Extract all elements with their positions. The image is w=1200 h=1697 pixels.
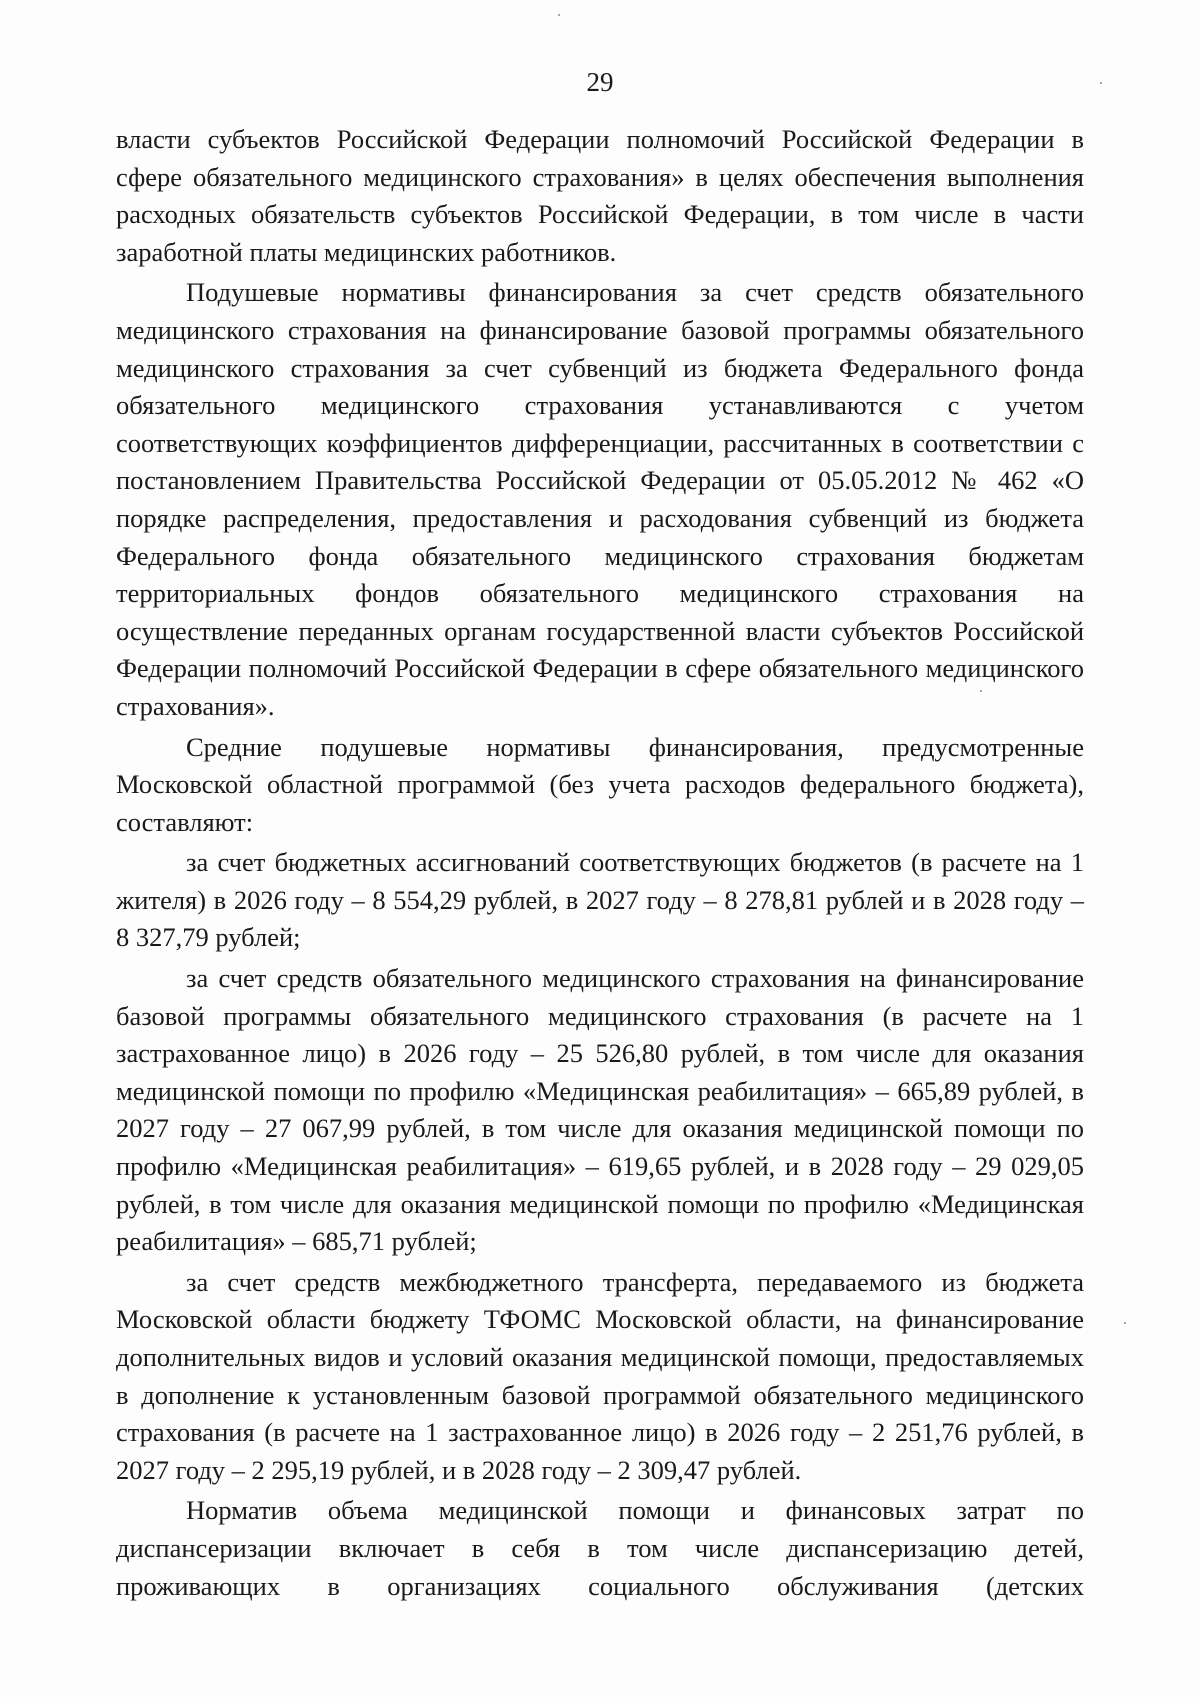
paragraph-oms-funds: за счет средств обязательного медицинского страхования на финансирование базовой программы обязательного медицинского страхования (в расчете на 1 застрахованное лицо) в 2026 году – 25 526,80 рублей, в том числе для оказания медицинской помощи по профилю «Медицинская реабилитация» – 665,89 рублей, в 2027 году – 27 067,99 рублей, в том числе для оказания медицинской помощи по профилю «Медицинская реабилитация» – 619,65 рублей, и в 2028 году – 29 029,05 рублей, в том числе для оказания медицинской помощи по профилю «Медицинская реабилитация» – 685,71 рублей; — [116, 963, 1084, 1257]
document-body — [116, 121, 1084, 1605]
paragraph-dispensarization: Норматив объема медицинской помощи и финансовых затрат по диспансеризации включает в себя в том числе диспансеризацию детей, проживающих в организациях социального обслуживания (детских — [116, 1495, 1084, 1601]
scan-speck — [558, 14, 560, 16]
scan-speck — [980, 690, 982, 692]
paragraph-average-standards: Средние подушевые нормативы финансирования, предусмотренные Московской областной программой (без учета расходов федерального бюджета), составляют: — [116, 731, 1084, 837]
page-number: 29 — [586, 67, 614, 97]
paragraph-budget-allocations: за счет бюджетных ассигнований соответствующих бюджетов (в расчете на 1 жителя) в 2026 году – 8 554,29 рублей, в 2027 году – 8 278,81 рублей и в 2028 году – 8 327,79 рублей; — [116, 847, 1084, 953]
paragraph-interbudget-transfer: за счет средств межбюджетного трансферта, передаваемого из бюджета Московской области бюджету ТФОМС Московской области, на финансирование дополнительных видов и условий оказания медицинской помощи, предоставляемых в дополнение к установленным базовой программой обязательного медицинского страхования (в расчете на 1 застрахованное лицо) в 2026 году – 2 251,76 рублей, в 2027 году – 2 295,19 рублей, и в 2028 году – 2 309,47 рублей. — [116, 1266, 1084, 1485]
scan-speck — [1124, 1322, 1126, 1324]
scan-speck — [1100, 82, 1102, 84]
paragraph-per-capita-standards: Подушевые нормативы финансирования за счет средств обязательного медицинского страхования на финансирование базовой программы обязательного медицинского страхования за счет субвенций из бюджета Федерального фонда обязательного медицинского страхования устанавливаются с учетом соответствующих коэффициентов дифференциации, рассчитанных в соответствии с постановлением Правительства Российской Федерации от 05.05.2012 № 462 «О порядке распределения, предоставления и расходования субвенций из бюджета Федерального фонда обязательного медицинского страхования бюджетам территориальных фондов обязательного медицинского страхования на осуществление переданных органам государственной власти субъектов Российской Федерации полномочий Российской Федерации в сфере обязательного медицинского страхования». — [116, 277, 1084, 721]
paragraph-continuation: власти субъектов Российской Федерации полномочий Российской Федерации в сфере обязательного медицинского страхования» в целях обеспечения выполнения расходных обязательств субъектов Российской Федерации, в том числе в части заработной платы медицинских работников. — [116, 124, 1084, 267]
